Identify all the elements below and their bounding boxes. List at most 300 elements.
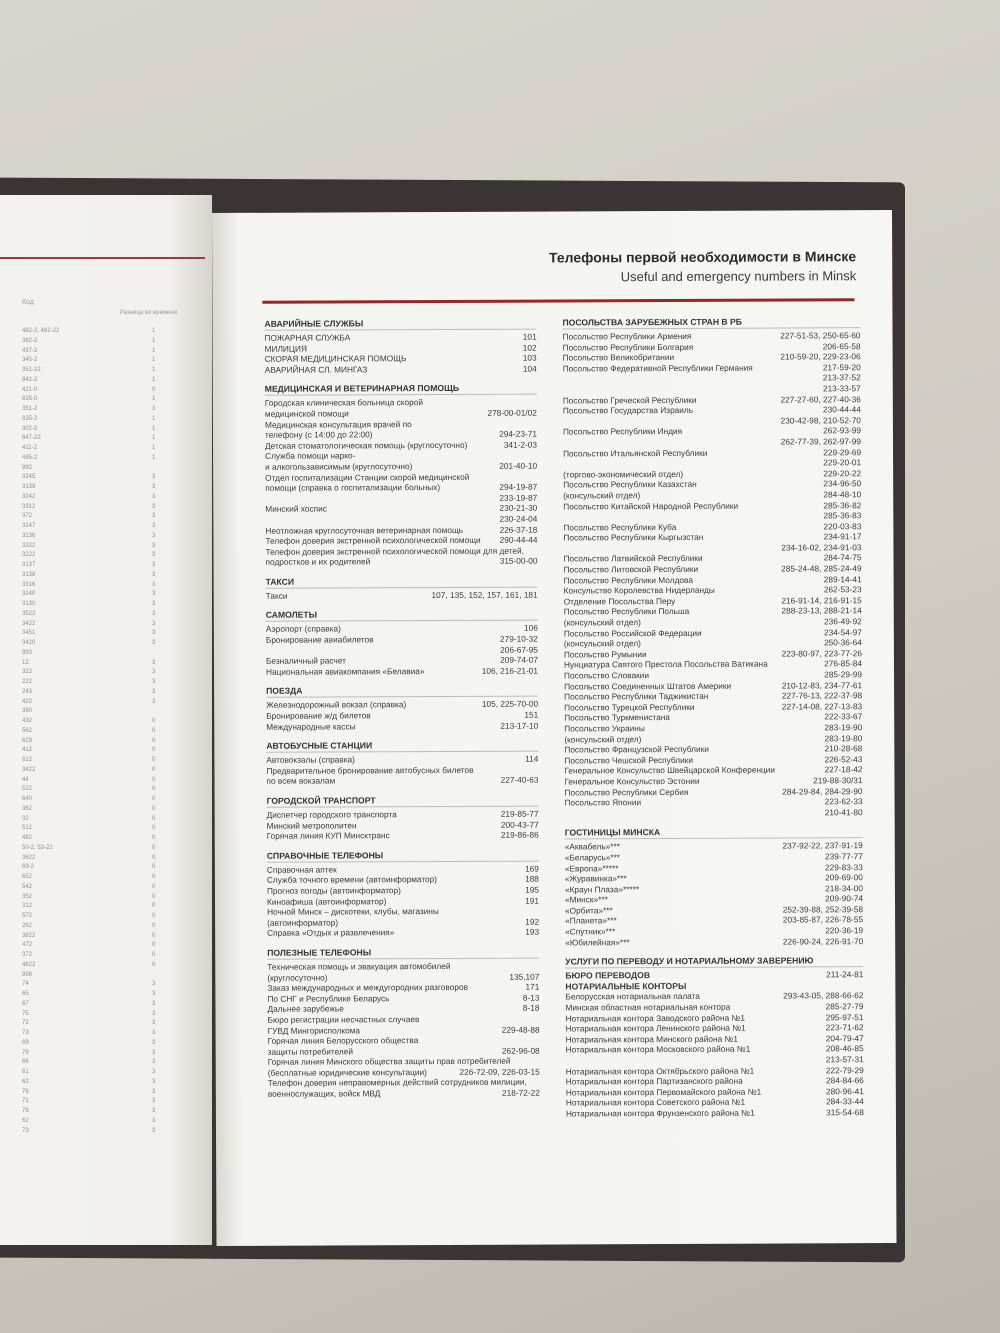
entry-phone: 210-41-80 bbox=[824, 806, 863, 818]
entry-phone: 233-19-87 bbox=[499, 492, 538, 503]
entry-name: Посольство Республики Сербия bbox=[564, 786, 689, 797]
entry-name: Городская клиническая больница скорой bbox=[264, 397, 423, 409]
code-row bbox=[0, 737, 205, 747]
section bbox=[267, 795, 539, 842]
entry-phone: 220-03-83 bbox=[823, 520, 862, 532]
code-row bbox=[0, 659, 205, 669]
phone-row bbox=[565, 936, 863, 948]
entry-name: Посольство Украины bbox=[564, 723, 645, 734]
time-diff: 3 bbox=[152, 1098, 156, 1105]
entry-phone: 211-24-81 bbox=[826, 969, 864, 980]
entry-phone: 208-46-85 bbox=[825, 1043, 864, 1054]
code-row bbox=[0, 620, 205, 630]
entry-phone: 210-12-83, 234-77-61 bbox=[781, 679, 863, 691]
entry-name: Телефон доверия экстренной психологической помощи bbox=[265, 534, 481, 546]
entry-phone: 262-93-99 bbox=[823, 425, 861, 436]
time-diff: 1 bbox=[152, 357, 156, 364]
phone-row bbox=[268, 1088, 540, 1100]
entry-name: Нотариальная контора Советского района №1 bbox=[565, 1097, 746, 1108]
entry-name: АВАРИЙНАЯ СЛ. МИНГАЗ bbox=[264, 364, 368, 375]
entry-phone: 236-49-92 bbox=[823, 616, 862, 627]
area-code: 322 bbox=[22, 669, 33, 676]
entry-phone: 151 bbox=[524, 709, 539, 720]
area-code: 3245 bbox=[22, 474, 36, 481]
entry-phone: 262-53-23 bbox=[823, 584, 862, 595]
area-code: 421-0 bbox=[22, 386, 38, 393]
time-diff: 3 bbox=[152, 571, 156, 578]
phone-row bbox=[266, 665, 538, 677]
area-code: 302-2 bbox=[22, 425, 38, 432]
entry-name: по всем вокзалам bbox=[266, 775, 336, 787]
time-diff: 3 bbox=[152, 981, 156, 988]
time-diff: 1 bbox=[152, 445, 156, 451]
entry-phone: 294-23-71 bbox=[499, 428, 537, 439]
code-row bbox=[0, 785, 205, 795]
entry-phone: 230-42-98, 210-52-70 bbox=[780, 414, 861, 426]
area-code: 3247 bbox=[22, 523, 36, 529]
time-diff: 3 bbox=[152, 503, 156, 510]
code-row bbox=[0, 990, 205, 1000]
code-row bbox=[0, 746, 205, 756]
entry-phone: 294-19-87 bbox=[499, 481, 538, 492]
entry-phone: 234-91-17 bbox=[823, 531, 862, 542]
area-code: 847-22 bbox=[22, 435, 41, 442]
area-code: 3312 bbox=[22, 503, 36, 510]
area-code: 372 bbox=[22, 513, 33, 520]
entry-phone: 230-21-30 bbox=[499, 502, 538, 514]
code-row bbox=[0, 1010, 205, 1020]
entry-name: Телефон доверия экстренной психологической помощи для детей, bbox=[265, 545, 524, 557]
code-row bbox=[0, 639, 205, 649]
entry-name: Посольство Федеративной Республики Германия bbox=[562, 362, 753, 374]
entry-name: Посольство Литовской Республики bbox=[563, 563, 699, 575]
entry-name: (бесплатные юридические консультации) bbox=[267, 1066, 427, 1078]
phone-row bbox=[267, 830, 539, 842]
entry-name: «Юбилейная»*** bbox=[565, 936, 630, 948]
entry-phone: 206-67-95 bbox=[500, 644, 538, 655]
area-code: 72 bbox=[22, 1020, 29, 1027]
entry-name: Киноафиша (автоинформатор) bbox=[266, 895, 387, 907]
entry-phone: 285-29-99 bbox=[824, 669, 863, 680]
code-row bbox=[0, 688, 205, 698]
entry-phone: 213-17-10 bbox=[500, 720, 539, 731]
entry-phone: 213-33-57 bbox=[822, 383, 861, 394]
time-diff: 3 bbox=[152, 1030, 156, 1036]
phone-row bbox=[565, 807, 863, 819]
time-diff: 0 bbox=[152, 864, 156, 871]
area-code: 3222 bbox=[22, 552, 36, 559]
entry-phone: 192 bbox=[525, 916, 540, 927]
time-diff: 3 bbox=[152, 620, 156, 627]
area-code: 842-2 bbox=[22, 376, 38, 383]
entry-name: Посольство Румынии bbox=[563, 648, 647, 660]
time-diff: 3 bbox=[152, 591, 156, 598]
area-code: 75 bbox=[22, 1010, 29, 1017]
entry-name: ГУВД Мингорисполкома bbox=[267, 1024, 361, 1036]
entry-phone: 209-90-74 bbox=[825, 893, 864, 904]
time-diff: 3 bbox=[152, 1039, 156, 1046]
entry-name: Нотариальная контора Фрунзенского района №1 bbox=[565, 1107, 755, 1119]
area-code: 262 bbox=[22, 922, 33, 929]
area-code: 3622 bbox=[22, 854, 36, 861]
section bbox=[266, 740, 538, 787]
entry-phone: 102 bbox=[522, 342, 537, 353]
area-code: 352 bbox=[22, 893, 33, 900]
entry-phone: 284-84-66 bbox=[825, 1075, 864, 1086]
entry-phone: 283-19-90 bbox=[824, 722, 863, 733]
section bbox=[267, 849, 539, 938]
entry-name: Посольство Турецкой Республики bbox=[564, 701, 695, 713]
entry-phone: 188 bbox=[525, 873, 539, 885]
area-code: 12 bbox=[22, 659, 29, 666]
entry-name: Горячая линия Белорусского общества bbox=[267, 1035, 419, 1046]
area-code: 640 bbox=[22, 796, 33, 802]
entry-name: Посольство Республики Армения bbox=[562, 330, 692, 342]
entry-name: Посольство Республики Таджикистан bbox=[564, 691, 709, 702]
area-code: 3422 bbox=[22, 620, 36, 627]
area-code: 382-2 bbox=[22, 337, 38, 344]
time-diff: 3 bbox=[152, 1020, 156, 1027]
area-code: 411-2 bbox=[22, 445, 37, 451]
code-row bbox=[0, 1049, 205, 1059]
entry-phone: 295-97-51 bbox=[825, 1011, 864, 1022]
area-code: 497-2 bbox=[22, 347, 38, 354]
section-title: ТАКСИ bbox=[266, 575, 538, 588]
code-row bbox=[0, 805, 205, 815]
area-code: 542 bbox=[22, 883, 33, 890]
code-row bbox=[0, 376, 205, 386]
entry-name: Такси bbox=[265, 590, 288, 601]
time-diff: 1 bbox=[152, 337, 156, 344]
entry-name: Нотариальная контора Партизанского района bbox=[565, 1075, 743, 1087]
area-code: 835-2 bbox=[22, 415, 38, 422]
area-code: 351-22 bbox=[22, 367, 41, 373]
time-diff: 0 bbox=[152, 747, 156, 754]
entry-name: Генеральное Консульство Швейцарской Конференции bbox=[564, 764, 776, 776]
code-row bbox=[0, 941, 205, 951]
entry-name: «Европа»***** bbox=[564, 862, 619, 873]
entry-phone: 135,107 bbox=[509, 971, 540, 982]
code-row bbox=[0, 386, 205, 396]
section-title: МЕДИЦИНСКАЯ И ВЕТЕРИНАРНАЯ ПОМОЩЬ bbox=[265, 383, 537, 396]
entry-phone: 227-51-53, 250-65-60 bbox=[780, 330, 861, 341]
area-code: 482-2, 482-22 bbox=[22, 328, 60, 334]
area-code: 472 bbox=[22, 942, 33, 949]
entry-phone: 230-44-44 bbox=[823, 404, 861, 415]
code-row bbox=[0, 707, 205, 717]
time-diff: 3 bbox=[152, 1069, 156, 1075]
entry-phone: 204-79-47 bbox=[825, 1032, 864, 1044]
area-code: 993 bbox=[22, 649, 33, 656]
entry-phone: 341-2-03 bbox=[503, 439, 538, 450]
time-diff: 3 bbox=[152, 640, 156, 646]
time-diff: 3 bbox=[152, 601, 156, 607]
code-row bbox=[0, 1107, 205, 1117]
entry-phone: 252-39-88, 252-39-58 bbox=[782, 904, 864, 915]
entry-phone: 217-59-20 bbox=[822, 361, 861, 373]
code-row bbox=[0, 464, 205, 474]
area-code: 73 bbox=[22, 1030, 29, 1036]
entry-phone: 285-24-48, 285-24-49 bbox=[781, 563, 862, 574]
entry-name: помощи (справка о госпитализации больных) bbox=[265, 482, 441, 493]
code-row bbox=[0, 1127, 205, 1137]
time-diff: 1 bbox=[152, 396, 156, 403]
code-row bbox=[0, 1088, 205, 1098]
entry-phone: 229-48-88 bbox=[501, 1024, 540, 1035]
left-column bbox=[264, 318, 539, 1109]
entry-phone: 209-74-07 bbox=[500, 654, 538, 665]
entry-phone: 284-48-10 bbox=[823, 489, 862, 500]
entry-name: Нотариальная контора Московского района №1 bbox=[565, 1044, 751, 1055]
entry-name: Минский хоспис bbox=[265, 503, 327, 515]
entry-phone: 219-86-86 bbox=[500, 829, 539, 840]
area-code: 74 bbox=[22, 981, 29, 988]
area-code: 3420 bbox=[22, 640, 36, 646]
code-row bbox=[0, 512, 205, 522]
entry-name: Посольство Китайской Народной Республики bbox=[563, 500, 739, 511]
time-diff: 3 bbox=[152, 630, 156, 637]
entry-phone: 227-27-60, 227-40-36 bbox=[780, 393, 861, 405]
phone-row bbox=[265, 363, 537, 375]
code-row bbox=[0, 327, 205, 337]
code-row bbox=[0, 493, 205, 503]
code-row bbox=[0, 932, 205, 942]
time-diff: 1 bbox=[152, 376, 156, 383]
section bbox=[264, 318, 536, 376]
entry-phone: 227-14-08, 227-13-83 bbox=[781, 700, 863, 712]
entry-name: Техническая помощь и эвакуация автомобилей bbox=[267, 960, 451, 972]
code-row bbox=[0, 571, 205, 581]
entry-name: Заказ международных и междугородних разговоров bbox=[267, 982, 469, 993]
time-diff: 3 bbox=[152, 991, 156, 997]
code-row bbox=[0, 893, 205, 903]
time-diff: 3 bbox=[152, 1049, 156, 1056]
entry-name: ПОЖАРНАЯ СЛУЖБА bbox=[264, 332, 351, 343]
entry-phone: 223-62-33 bbox=[824, 796, 863, 807]
section bbox=[266, 685, 538, 732]
code-row bbox=[0, 581, 205, 591]
time-diff: 3 bbox=[152, 659, 156, 666]
time-diff: 0 bbox=[152, 815, 156, 822]
entry-phone: 284-74-75 bbox=[823, 552, 862, 563]
entry-name: Посольство Республики Кыргызстан bbox=[563, 532, 704, 543]
time-diff: 0 bbox=[152, 766, 156, 773]
entry-name: Служба точного времени (автоинформатор) bbox=[266, 874, 438, 886]
entry-name: Дальнее зарубежье bbox=[267, 1003, 344, 1015]
code-row bbox=[0, 1000, 205, 1010]
code-row bbox=[0, 776, 205, 786]
entry-name: Посольство Республики Индия bbox=[562, 426, 683, 437]
entry-name: СКОРАЯ МЕДИЦИНСКАЯ ПОМОЩЬ bbox=[264, 353, 407, 364]
entry-name: Посольство Республики Болгария bbox=[562, 341, 694, 353]
entry-name: Нотариальная контора Ленинского района №1 bbox=[565, 1022, 746, 1034]
code-row bbox=[0, 610, 205, 620]
time-diff: 0 bbox=[152, 913, 156, 919]
code-row bbox=[0, 873, 205, 883]
entry-name: «Планета»*** bbox=[565, 915, 617, 926]
entry-phone: 210-28-68 bbox=[824, 743, 863, 754]
entry-name: Посольство Республики Казахстан bbox=[563, 479, 697, 490]
section-title: САМОЛЕТЫ bbox=[266, 609, 538, 622]
time-diff: 3 bbox=[152, 523, 156, 529]
entry-name: Бронирование авиабилетов bbox=[265, 634, 374, 645]
entry-name: и алкогользависимым (круглосуточно) bbox=[265, 461, 413, 472]
entry-phone: 285-27-79 bbox=[825, 1001, 864, 1012]
section bbox=[266, 575, 538, 601]
code-row bbox=[0, 902, 205, 912]
time-diff: 3 bbox=[152, 1078, 156, 1085]
entry-name: Железнодорожный вокзал (справка) bbox=[266, 699, 407, 711]
code-row bbox=[0, 415, 205, 425]
entry-name: (консульский отдел) bbox=[563, 638, 641, 649]
entry-phone: 229-83-33 bbox=[825, 861, 863, 872]
code-row bbox=[0, 434, 205, 444]
code-row bbox=[0, 883, 205, 893]
section-title: УСЛУГИ ПО ПЕРЕВОДУ И НОТАРИАЛЬНОМУ ЗАВЕРЕНИЮ bbox=[565, 955, 863, 968]
entry-name: Служба помощи нарко- bbox=[265, 450, 356, 462]
area-code: 3242 bbox=[22, 493, 36, 500]
entry-phone: 8-13 bbox=[522, 992, 540, 1003]
code-row bbox=[0, 951, 205, 961]
code-row bbox=[0, 795, 205, 805]
entry-name: Нунциатура Святого Престола Посольства Ватикана bbox=[563, 658, 768, 670]
time-diff: 3 bbox=[152, 1088, 156, 1095]
entry-name: Горячая линия КУП Минсктранс bbox=[266, 830, 390, 841]
left-page bbox=[0, 195, 212, 1245]
section-title: ПОЕЗДА bbox=[266, 685, 538, 698]
entry-phone: 222-33-67 bbox=[824, 711, 863, 722]
section bbox=[562, 316, 862, 819]
time-diff: 1 bbox=[152, 454, 156, 461]
entry-name: Посольство Республики Польша bbox=[563, 606, 690, 617]
entry-phone: 210-59-20, 229-23-06 bbox=[780, 351, 861, 362]
area-code: 50-2, 53-22 bbox=[22, 844, 53, 851]
area-code: 992 bbox=[22, 464, 33, 471]
entry-name: По СНГ и Республике Беларусь bbox=[267, 992, 390, 1004]
time-diff: 3 bbox=[152, 669, 156, 676]
entry-phone: 262-77-39, 262-97-99 bbox=[780, 436, 862, 447]
area-code: 78 bbox=[22, 1108, 29, 1114]
code-row bbox=[0, 600, 205, 610]
entry-phone: 289-14-41 bbox=[823, 573, 862, 584]
entry-name: Детская стоматологическая помощь (круглосуточно) bbox=[264, 439, 468, 451]
code-row bbox=[0, 356, 205, 366]
entry-name: «Журавинка»*** bbox=[564, 873, 627, 884]
entry-name: Справка «Отдых и развлечения» bbox=[267, 927, 395, 939]
time-diff: 3 bbox=[152, 542, 156, 549]
area-code: 76 bbox=[22, 1088, 29, 1095]
area-code: 362 bbox=[22, 805, 33, 812]
page-title-en: Useful and emergency numbers in Minsk bbox=[620, 268, 857, 285]
code-row bbox=[0, 561, 205, 571]
code-row bbox=[0, 756, 205, 766]
entry-name: Минская областная нотариальная контора bbox=[565, 1001, 731, 1013]
entry-phone: 220-36-19 bbox=[825, 925, 864, 936]
entry-name: Автовокзалы (справка) bbox=[266, 754, 355, 765]
entry-phone: 229-20-22 bbox=[823, 467, 862, 479]
time-diff: 0 bbox=[152, 874, 156, 880]
entry-name: Минский метрополитен bbox=[266, 819, 357, 831]
entry-phone: 104 bbox=[522, 363, 537, 374]
entry-phone: 230-24-04 bbox=[499, 513, 538, 524]
entry-phone: 169 bbox=[524, 863, 539, 874]
area-code: 71 bbox=[22, 1098, 29, 1105]
time-diff: 1 bbox=[152, 435, 156, 442]
entry-phone: 218-34-00 bbox=[825, 882, 863, 894]
entry-phone: 288-23-13, 288-21-14 bbox=[781, 605, 862, 616]
area-code: 69-2 bbox=[22, 864, 35, 871]
section bbox=[267, 947, 540, 1100]
time-diff: 3 bbox=[152, 532, 156, 539]
area-code: 312 bbox=[22, 903, 33, 910]
entry-phone: 223-71-62 bbox=[825, 1022, 864, 1033]
time-diff: 3 bbox=[152, 406, 156, 412]
area-code: 572 bbox=[22, 913, 33, 919]
entry-name: телефону (с 14:00 до 22:00) bbox=[264, 429, 373, 440]
entry-name: (круглосуточно) bbox=[267, 972, 328, 983]
area-code: 485-2 bbox=[22, 454, 38, 461]
time-diff: 3 bbox=[152, 1010, 156, 1017]
entry-name: Нотариальная контора Октябрьского района №1 bbox=[565, 1065, 755, 1077]
phone-row bbox=[266, 775, 538, 787]
entry-name: Посольство Соединенных Штатов Америки bbox=[564, 680, 732, 692]
entry-name: (консульский отдел) bbox=[564, 733, 642, 745]
phone-row bbox=[566, 1107, 864, 1119]
area-code: 243 bbox=[22, 688, 33, 695]
entry-name: Неотложная круглосуточная ветеринарная помощь bbox=[265, 524, 464, 536]
area-code: 3240 bbox=[22, 591, 36, 598]
area-code: 372 bbox=[22, 952, 33, 958]
time-diff: 0 bbox=[152, 932, 156, 939]
area-code: 44 bbox=[22, 776, 29, 783]
entry-name: (торгово-экономический отдел) bbox=[563, 468, 684, 480]
code-row bbox=[0, 444, 205, 454]
time-diff: 0 bbox=[152, 961, 156, 968]
code-row bbox=[0, 1097, 205, 1107]
code-row bbox=[0, 863, 205, 873]
time-diff: 0 bbox=[152, 903, 156, 910]
code-row bbox=[0, 454, 205, 464]
area-code: 512 bbox=[22, 825, 33, 832]
entry-phone: 219-85-77 bbox=[500, 808, 539, 819]
entry-name: Консульство Королевства Нидерланды bbox=[563, 585, 715, 596]
entry-name: Ночной Минск – дискотеки, клубы, магазины bbox=[267, 906, 439, 917]
entry-name: (консульский отдел) bbox=[563, 490, 641, 501]
area-code: 69 bbox=[22, 1039, 29, 1046]
entry-name: «Беларусь»*** bbox=[564, 852, 621, 863]
area-code: 3451 bbox=[22, 630, 36, 637]
entry-name: «Спутник»*** bbox=[565, 926, 616, 937]
entry-name: Справочная аптек bbox=[266, 864, 337, 875]
area-code: 66 bbox=[22, 1059, 29, 1066]
time-diff: 3 bbox=[152, 679, 156, 685]
code-row bbox=[0, 824, 205, 834]
phone-row bbox=[266, 556, 538, 568]
code-row bbox=[0, 912, 205, 922]
time-diff: 1 bbox=[152, 425, 156, 432]
title-rule bbox=[262, 298, 854, 304]
area-code: 62 bbox=[22, 1078, 29, 1085]
entry-name: Посольство Французской Республики bbox=[564, 743, 709, 755]
time-diff: 3 bbox=[152, 513, 156, 520]
time-diff: 3 bbox=[152, 484, 156, 490]
entry-name: Бронирование ж/д билетов bbox=[266, 710, 371, 721]
area-code: 67 bbox=[22, 1000, 29, 1007]
left-page-rows bbox=[0, 327, 205, 1136]
time-diff: 0 bbox=[152, 893, 156, 900]
area-code: 3130 bbox=[22, 601, 36, 607]
phone-row bbox=[266, 720, 538, 732]
